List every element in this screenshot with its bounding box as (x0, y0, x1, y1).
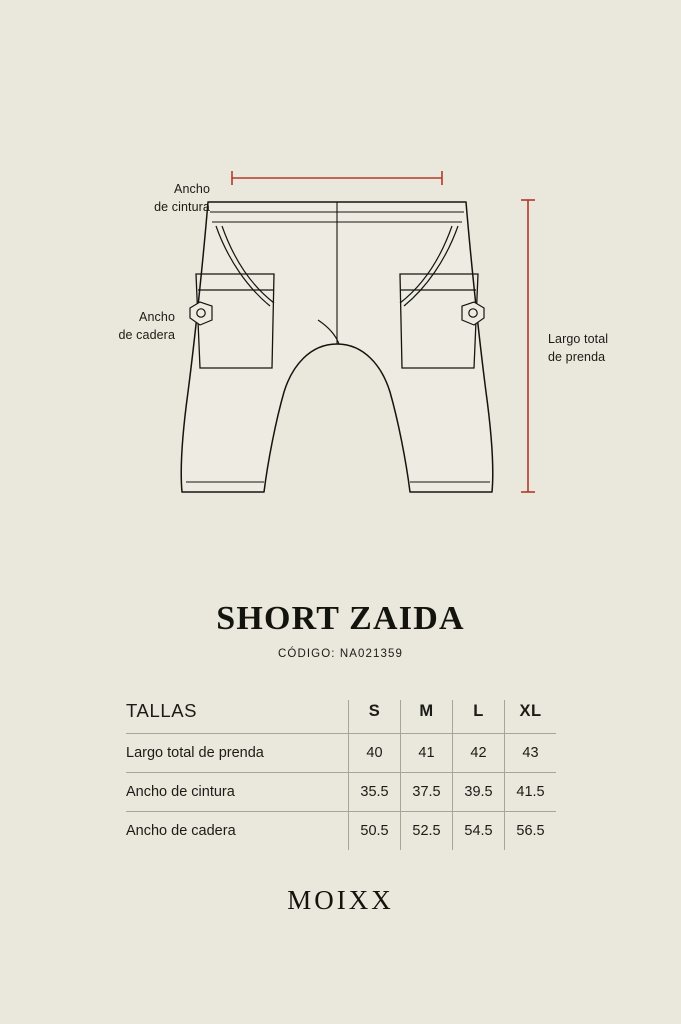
cell-ancho-cadera-m: 52.5 (401, 812, 453, 851)
table-header-row (126, 700, 556, 734)
page-title: SHORT ZAIDA (216, 600, 465, 637)
brand-logo: MOIXX (287, 885, 394, 915)
header-size-s: S (349, 700, 401, 734)
garment-diagram (0, 130, 681, 550)
total-length-measure-line (521, 200, 535, 492)
table-row (126, 812, 556, 851)
row-label-largo-total: Largo total de prenda (126, 734, 349, 773)
cell-largo-total-s: 40 (349, 734, 401, 773)
waist-label-line2: de cintura (154, 200, 210, 215)
table-row (126, 773, 556, 812)
row-label-ancho-cintura: Ancho de cintura (126, 773, 349, 812)
cell-ancho-cadera-l: 54.5 (453, 812, 505, 851)
size-table-head (126, 700, 556, 734)
row-label-ancho-cadera: Ancho de cadera (126, 812, 349, 851)
cell-ancho-cadera-s: 50.5 (349, 812, 401, 851)
header-size-m: M (401, 700, 453, 734)
cell-largo-total-l: 42 (453, 734, 505, 773)
cell-ancho-cadera-xl: 56.5 (505, 812, 557, 851)
header-size-l: L (453, 700, 505, 734)
total-length-label-line2: de prenda (548, 350, 606, 365)
hip-label-line2: de cadera (118, 328, 175, 343)
waist-measure-line (232, 171, 442, 185)
cell-ancho-cintura-s: 35.5 (349, 773, 401, 812)
total-length-label (548, 330, 668, 366)
header-size-xl: XL (505, 700, 557, 734)
product-code: CÓDIGO: NA021359 (278, 648, 403, 660)
table-row (126, 734, 556, 773)
waist-label-line1: Ancho (174, 182, 210, 196)
right-pocket-button (462, 302, 484, 325)
cell-ancho-cintura-l: 39.5 (453, 773, 505, 812)
cell-largo-total-xl: 43 (505, 734, 557, 773)
size-table-body (126, 734, 556, 851)
hip-label (55, 308, 175, 344)
title-block (0, 600, 681, 660)
left-pocket-button (190, 302, 212, 325)
cell-largo-total-m: 41 (401, 734, 453, 773)
size-table (126, 700, 556, 850)
hip-label-line1: Ancho (139, 310, 175, 324)
header-tallas: TALLAS (126, 700, 198, 721)
total-length-label-line1: Largo total (548, 332, 609, 346)
cell-ancho-cintura-xl: 41.5 (505, 773, 557, 812)
waist-label (120, 180, 210, 216)
cell-ancho-cintura-m: 37.5 (401, 773, 453, 812)
